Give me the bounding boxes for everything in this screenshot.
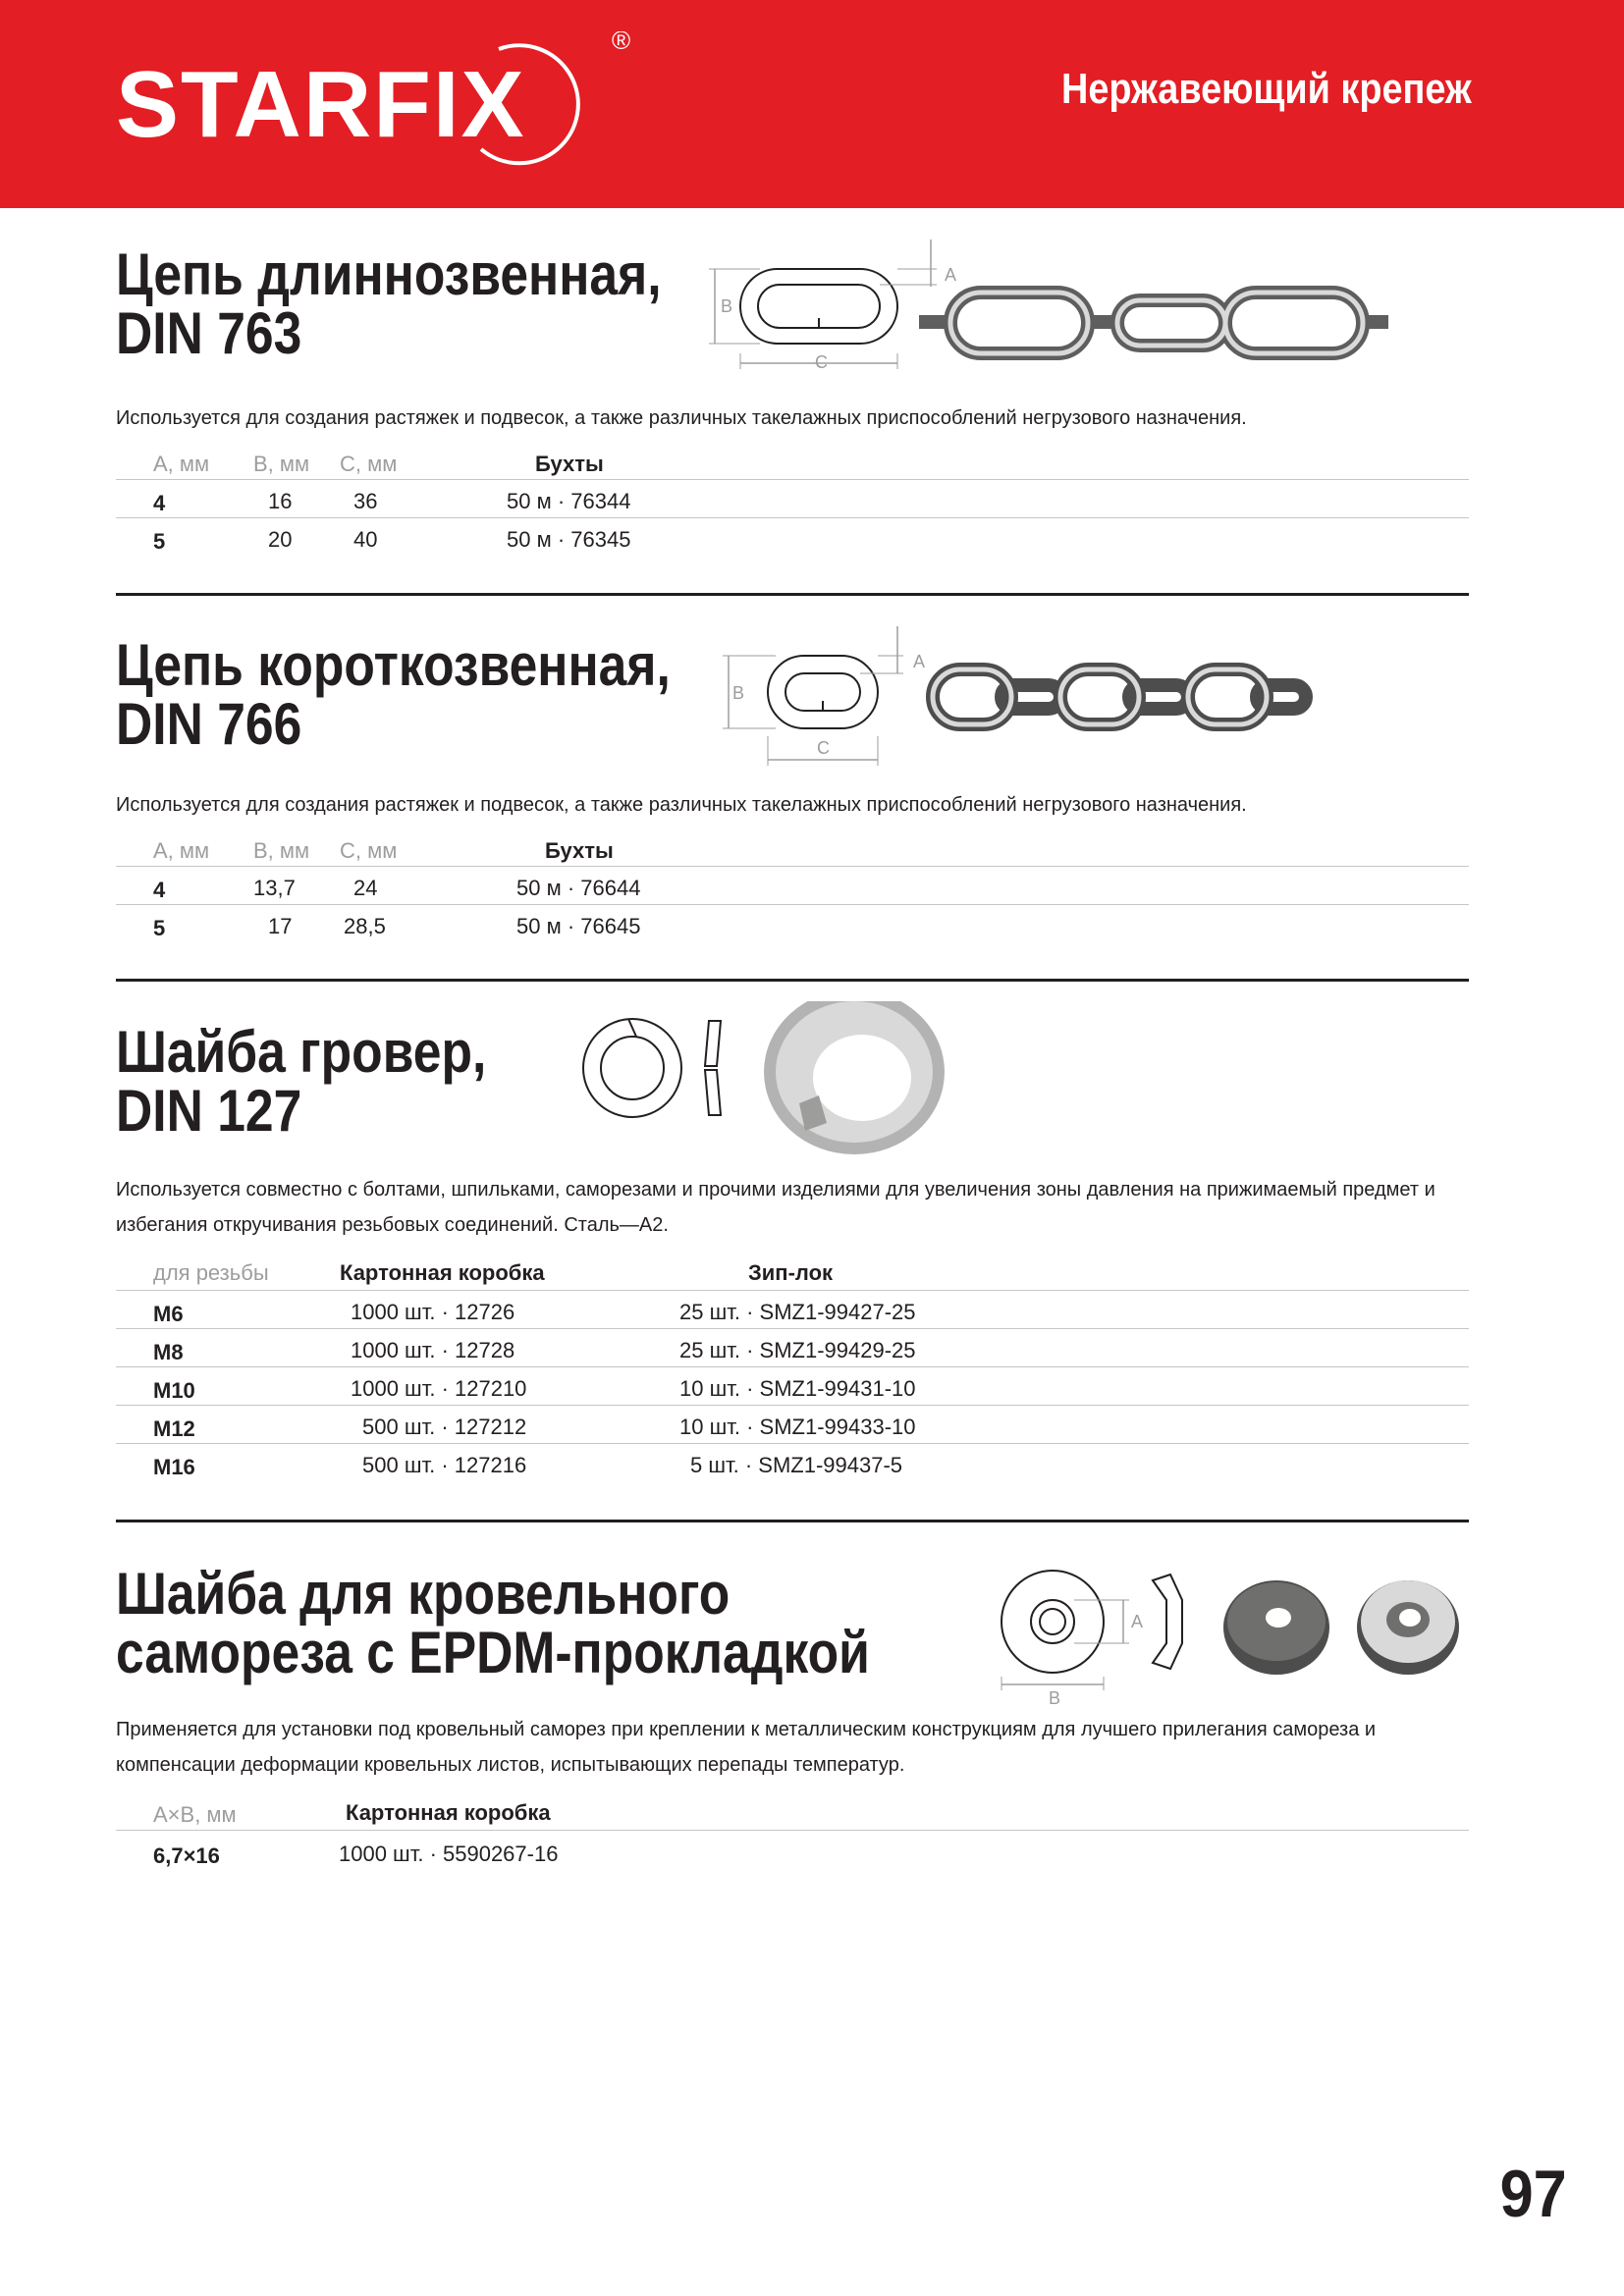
table-rule [116,904,1469,905]
dim-label-a: A [945,265,957,285]
page-header [0,0,1624,208]
dim-label-c: C [817,738,830,758]
page-number: 97 [1499,2157,1567,2231]
col-header-box: Картонная коробка [340,1260,545,1285]
col-header-c: С, мм [340,452,398,476]
description-din127: Используется совместно с болтами, шпильками, саморезами и прочими изделиями для увеличения зоны давления на прижимаемый предмет и избегания откручивания резьбовых соединений. Сталь—A2. [116,1179,1435,1236]
dim-label-b: B [721,296,733,316]
description-epdm-washer: Применяется для установки под кровельный саморез при креплении к металлическим конструкциям для лучшего прилегания самореза и компенсации деформации кровельных листов, испытывающих перепады температур. [116,1719,1377,1776]
description-din766: Используется для создания растяжек и подвесок, а также различных такелажных приспособлений негрузового назначения. [116,794,1247,816]
dim-label-b: B [1049,1688,1061,1708]
section-divider [116,593,1469,596]
col-header-a: А, мм [153,452,210,476]
table-rule [116,517,1469,518]
table-rule [116,1328,1469,1329]
col-header-a: А, мм [153,838,210,863]
dim-label-c: C [815,352,828,372]
dim-label-a: A [1131,1612,1144,1631]
table-rule [116,866,1469,867]
col-header-dimensions: A×B, мм [153,1802,237,1827]
brand-name: STARFIX [116,52,526,157]
table-rule [116,1443,1469,1444]
dim-label-a: A [913,652,926,671]
col-header-coils: Бухты [545,838,614,863]
description-din763: Используется для создания растяжек и подвесок, а также различных такелажных приспособлений негрузового назначения. [116,407,1247,429]
table-rule [116,1366,1469,1367]
col-header-b: В, мм [253,838,310,863]
col-header-b: В, мм [253,452,310,476]
table-rule [116,1290,1469,1291]
table-rule [116,479,1469,480]
table-rule [116,1405,1469,1406]
epdm-washer-illustration [992,1561,1483,1708]
section-divider [116,979,1469,982]
section-title-din127: Шайба гровер, DIN 127 [116,1019,487,1144]
chain-din763-illustration [701,236,1388,383]
spring-washer-illustration [573,1001,986,1158]
col-header-thread: для резьбы [153,1260,269,1285]
col-header-c: С, мм [340,838,398,863]
section-title-epdm-washer: Шайба для кровельного самореза с EPDM-прокладкой [116,1561,870,1685]
section-divider [116,1520,1469,1522]
section-title-din766: Цепь короткозвенная, DIN 766 [116,632,671,757]
logo-ring-icon [116,31,646,179]
col-header-coils: Бухты [535,452,604,476]
chain-din766-illustration [717,618,1316,775]
dim-label-b: B [732,683,745,703]
registered-mark: ® [612,31,631,55]
section-title-din763: Цепь длиннозвенная, DIN 763 [116,241,662,366]
col-header-box: Картонная коробка [346,1800,551,1825]
col-header-ziplock: Зип-лок [748,1260,834,1285]
table-rule [116,1830,1469,1831]
category-title: Нержавеющий крепеж [1061,65,1472,113]
